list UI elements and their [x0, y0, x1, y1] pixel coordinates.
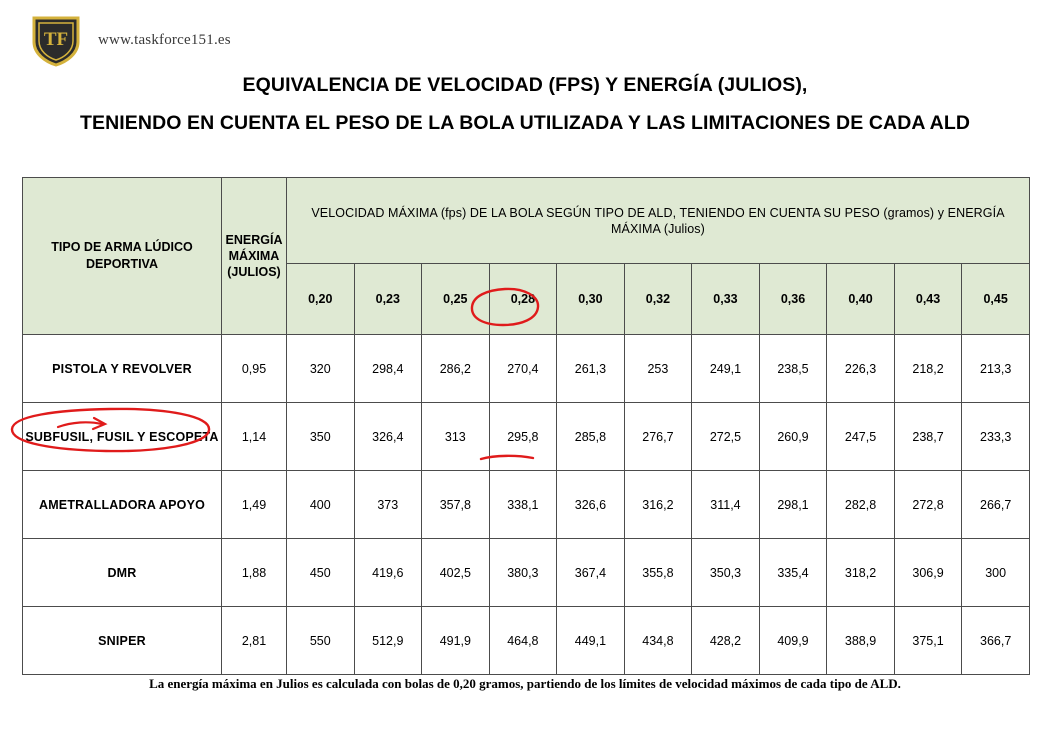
cell-4-10: 366,7 [962, 607, 1030, 675]
table-row [23, 335, 1030, 403]
table-row [23, 403, 1030, 471]
cell-4-7: 409,9 [759, 607, 827, 675]
cell-4-3: 464,8 [489, 607, 557, 675]
cell-0-4: 261,3 [557, 335, 625, 403]
cell-4-1: 512,9 [354, 607, 422, 675]
row-energy-pistola: 0,95 [222, 335, 287, 403]
cell-4-5: 434,8 [624, 607, 692, 675]
cell-1-7: 260,9 [759, 403, 827, 471]
cell-1-8: 247,5 [827, 403, 895, 471]
footnote: La energía máxima en Julios es calculada con bolas de 0,20 gramos, partiendo de los límites de velocidad máximos de cada tipo de ALD. [149, 676, 901, 691]
cell-0-2: 286,2 [422, 335, 490, 403]
cell-2-2: 357,8 [422, 471, 490, 539]
cell-4-8: 388,9 [827, 607, 895, 675]
cell-1-1: 326,4 [354, 403, 422, 471]
weight-header-7: 0,36 [759, 264, 827, 335]
cell-2-6: 311,4 [692, 471, 760, 539]
column-header-max-energy: ENERGÍA MÁXIMA (JULIOS) [222, 178, 287, 335]
cell-3-10: 300 [962, 539, 1030, 607]
cell-1-5: 276,7 [624, 403, 692, 471]
weight-header-4: 0,30 [557, 264, 625, 335]
page-title [0, 68, 1050, 140]
table-head [23, 178, 1030, 335]
row-label-pistola: PISTOLA Y REVOLVER [23, 335, 222, 403]
cell-0-0: 320 [287, 335, 355, 403]
cell-3-7: 335,4 [759, 539, 827, 607]
cell-3-5: 355,8 [624, 539, 692, 607]
cell-2-5: 316,2 [624, 471, 692, 539]
cell-2-7: 298,1 [759, 471, 827, 539]
cell-3-0: 450 [287, 539, 355, 607]
cell-1-9: 238,7 [894, 403, 962, 471]
row-label-sniper: SNIPER [23, 607, 222, 675]
table-header-row-1 [23, 178, 1030, 264]
row-energy-subfusil: 1,14 [222, 403, 287, 471]
cell-3-2: 402,5 [422, 539, 490, 607]
taskforce-shield-logo [28, 12, 84, 68]
row-energy-sniper: 2,81 [222, 607, 287, 675]
row-energy-ametralladora: 1,49 [222, 471, 287, 539]
cell-4-4: 449,1 [557, 607, 625, 675]
cell-1-3: 295,8 [489, 403, 557, 471]
weight-header-0: 0,20 [287, 264, 355, 335]
cell-2-1: 373 [354, 471, 422, 539]
cell-1-6: 272,5 [692, 403, 760, 471]
weight-header-3: 0,28 [489, 264, 557, 335]
page-header [28, 12, 231, 68]
cell-2-0: 400 [287, 471, 355, 539]
table-body [23, 335, 1030, 675]
table-row [23, 471, 1030, 539]
cell-0-6: 249,1 [692, 335, 760, 403]
weight-header-2: 0,25 [422, 264, 490, 335]
cell-1-2: 313 [422, 403, 490, 471]
cell-2-8: 282,8 [827, 471, 895, 539]
cell-2-4: 326,6 [557, 471, 625, 539]
cell-0-3: 270,4 [489, 335, 557, 403]
cell-4-9: 375,1 [894, 607, 962, 675]
cell-0-10: 213,3 [962, 335, 1030, 403]
site-url: www.taskforce151.es [98, 31, 231, 48]
cell-0-5: 253 [624, 335, 692, 403]
cell-0-9: 218,2 [894, 335, 962, 403]
logo-text: TF [43, 29, 69, 50]
row-label-subfusil: SUBFUSIL, FUSIL Y ESCOPETA [23, 403, 222, 471]
cell-2-3: 338,1 [489, 471, 557, 539]
cell-0-1: 298,4 [354, 335, 422, 403]
cell-3-8: 318,2 [827, 539, 895, 607]
row-label-dmr: DMR [23, 539, 222, 607]
cell-3-9: 306,9 [894, 539, 962, 607]
cell-1-0: 350 [287, 403, 355, 471]
table-row [23, 607, 1030, 675]
weight-header-9: 0,43 [894, 264, 962, 335]
cell-3-6: 350,3 [692, 539, 760, 607]
row-energy-dmr: 1,88 [222, 539, 287, 607]
equivalence-table-container [22, 177, 1030, 675]
weight-header-8: 0,40 [827, 264, 895, 335]
cell-2-9: 272,8 [894, 471, 962, 539]
cell-0-8: 226,3 [827, 335, 895, 403]
cell-1-4: 285,8 [557, 403, 625, 471]
weight-header-6: 0,33 [692, 264, 760, 335]
weight-header-10: 0,45 [962, 264, 1030, 335]
row-label-ametralladora: AMETRALLADORA APOYO [23, 471, 222, 539]
title-line-2: TENIENDO EN CUENTA EL PESO DE LA BOLA UTILIZADA Y LAS LIMITACIONES DE CADA ALD [79, 112, 971, 134]
cell-3-3: 380,3 [489, 539, 557, 607]
column-header-weapon-type: TIPO DE ARMA LÚDICO DEPORTIVA [23, 178, 222, 335]
table-row [23, 539, 1030, 607]
weight-header-1: 0,23 [354, 264, 422, 335]
cell-4-0: 550 [287, 607, 355, 675]
cell-4-2: 491,9 [422, 607, 490, 675]
weight-header-5: 0,32 [624, 264, 692, 335]
cell-4-6: 428,2 [692, 607, 760, 675]
column-header-max-speed-span: VELOCIDAD MÁXIMA (fps) DE LA BOLA SEGÚN TIPO DE ALD, TENIENDO EN CUENTA SU PESO (gramos) y ENERGÍA MÁXIMA (Julios) [287, 178, 1030, 264]
equivalence-table [22, 177, 1030, 675]
title-line-1: EQUIVALENCIA DE VELOCIDAD (FPS) Y ENERGÍA (JULIOS), [242, 74, 808, 96]
cell-0-7: 238,5 [759, 335, 827, 403]
cell-3-4: 367,4 [557, 539, 625, 607]
cell-2-10: 266,7 [962, 471, 1030, 539]
cell-3-1: 419,6 [354, 539, 422, 607]
cell-1-10: 233,3 [962, 403, 1030, 471]
